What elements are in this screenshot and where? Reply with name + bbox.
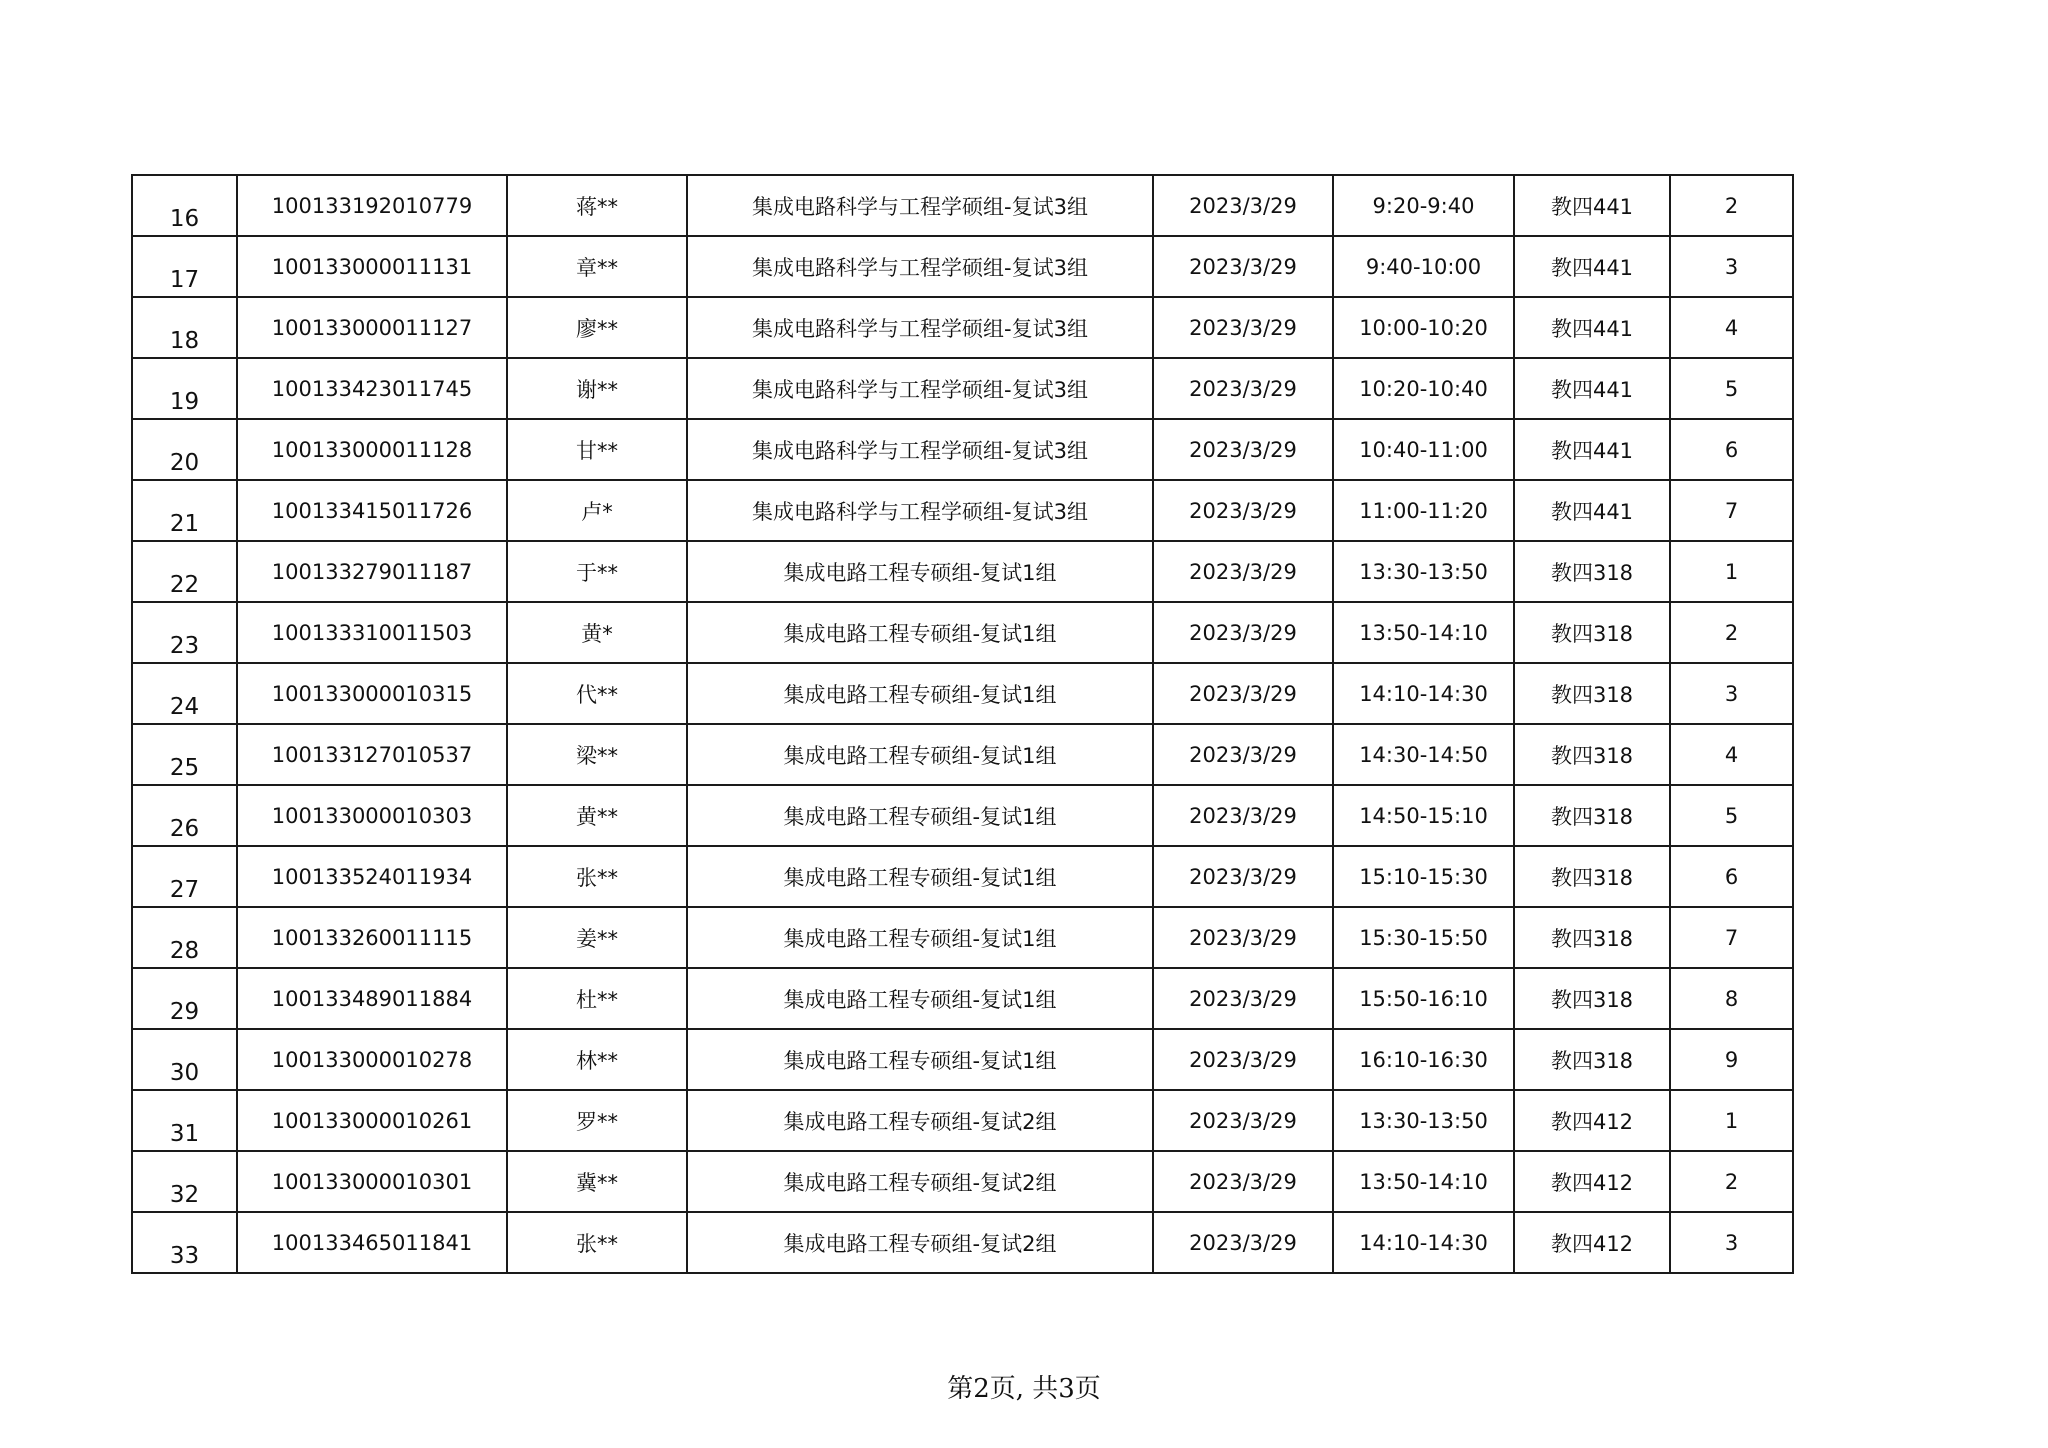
interview-group-cell: 集成电路工程专硕组-复试1组: [687, 602, 1153, 663]
interview-date-cell: 2023/3/29: [1153, 724, 1333, 785]
candidate-name-cell: 黄**: [507, 785, 687, 846]
interview-order-cell: 3: [1670, 1212, 1793, 1273]
interview-order-cell: 5: [1670, 358, 1793, 419]
interview-order-cell: 3: [1670, 236, 1793, 297]
interview-group-cell: 集成电路工程专硕组-复试2组: [687, 1151, 1153, 1212]
candidate-id-cell: 100133423011745: [237, 358, 507, 419]
interview-date-cell: 2023/3/29: [1153, 1090, 1333, 1151]
table-row: [132, 236, 1793, 297]
candidate-name-cell: 冀**: [507, 1151, 687, 1212]
interview-group-cell: 集成电路工程专硕组-复试2组: [687, 1212, 1153, 1273]
interview-date-cell: 2023/3/29: [1153, 175, 1333, 236]
table-row: [132, 480, 1793, 541]
interview-room-cell: 教四318: [1514, 724, 1670, 785]
interview-time-cell: 9:40-10:00: [1333, 236, 1514, 297]
interview-time-cell: 10:20-10:40: [1333, 358, 1514, 419]
interview-time-cell: 13:30-13:50: [1333, 1090, 1514, 1151]
interview-time-cell: 9:20-9:40: [1333, 175, 1514, 236]
interview-group-cell: 集成电路工程专硕组-复试1组: [687, 663, 1153, 724]
candidate-name-cell: 张**: [507, 846, 687, 907]
candidate-id-cell: 100133415011726: [237, 480, 507, 541]
table-row: [132, 602, 1793, 663]
candidate-id-cell: 100133000011128: [237, 419, 507, 480]
row-index-cell: 19: [132, 358, 237, 419]
interview-room-cell: 教四412: [1514, 1212, 1670, 1273]
table-row: [132, 1212, 1793, 1273]
interview-room-cell: 教四441: [1514, 297, 1670, 358]
interview-time-cell: 11:00-11:20: [1333, 480, 1514, 541]
row-index-cell: 30: [132, 1029, 237, 1090]
candidate-name-cell: 杜**: [507, 968, 687, 1029]
interview-order-cell: 1: [1670, 541, 1793, 602]
interview-date-cell: 2023/3/29: [1153, 1212, 1333, 1273]
interview-room-cell: 教四318: [1514, 602, 1670, 663]
interview-schedule-table: [131, 174, 1794, 1274]
page-footer: 第2页, 共3页: [947, 1374, 1101, 1404]
interview-time-cell: 10:00-10:20: [1333, 297, 1514, 358]
schedule-table-container: [131, 174, 1792, 1274]
candidate-id-cell: 100133279011187: [237, 541, 507, 602]
candidate-name-cell: 卢*: [507, 480, 687, 541]
interview-time-cell: 15:50-16:10: [1333, 968, 1514, 1029]
interview-time-cell: 14:50-15:10: [1333, 785, 1514, 846]
interview-group-cell: 集成电路科学与工程学硕组-复试3组: [687, 236, 1153, 297]
table-row: [132, 663, 1793, 724]
candidate-name-cell: 于**: [507, 541, 687, 602]
candidate-name-cell: 罗**: [507, 1090, 687, 1151]
row-index-cell: 24: [132, 663, 237, 724]
interview-date-cell: 2023/3/29: [1153, 480, 1333, 541]
interview-date-cell: 2023/3/29: [1153, 419, 1333, 480]
interview-group-cell: 集成电路工程专硕组-复试1组: [687, 541, 1153, 602]
interview-group-cell: 集成电路科学与工程学硕组-复试3组: [687, 358, 1153, 419]
interview-room-cell: 教四318: [1514, 1029, 1670, 1090]
interview-date-cell: 2023/3/29: [1153, 541, 1333, 602]
candidate-id-cell: 100133000010303: [237, 785, 507, 846]
interview-time-cell: 14:10-14:30: [1333, 1212, 1514, 1273]
interview-order-cell: 2: [1670, 602, 1793, 663]
row-index-cell: 25: [132, 724, 237, 785]
candidate-name-cell: 甘**: [507, 419, 687, 480]
table-row: [132, 297, 1793, 358]
interview-date-cell: 2023/3/29: [1153, 968, 1333, 1029]
interview-order-cell: 6: [1670, 419, 1793, 480]
table-row: [132, 358, 1793, 419]
table-row: [132, 907, 1793, 968]
candidate-name-cell: 章**: [507, 236, 687, 297]
row-index-cell: 33: [132, 1212, 237, 1273]
interview-time-cell: 14:10-14:30: [1333, 663, 1514, 724]
interview-room-cell: 教四441: [1514, 480, 1670, 541]
interview-group-cell: 集成电路工程专硕组-复试1组: [687, 724, 1153, 785]
table-row: [132, 1090, 1793, 1151]
interview-room-cell: 教四412: [1514, 1151, 1670, 1212]
table-row: [132, 1151, 1793, 1212]
row-index-cell: 28: [132, 907, 237, 968]
interview-room-cell: 教四318: [1514, 541, 1670, 602]
table-body: [132, 175, 1793, 1273]
interview-order-cell: 3: [1670, 663, 1793, 724]
interview-date-cell: 2023/3/29: [1153, 785, 1333, 846]
interview-room-cell: 教四318: [1514, 663, 1670, 724]
interview-group-cell: 集成电路工程专硕组-复试1组: [687, 907, 1153, 968]
candidate-name-cell: 廖**: [507, 297, 687, 358]
interview-order-cell: 7: [1670, 907, 1793, 968]
interview-order-cell: 7: [1670, 480, 1793, 541]
candidate-name-cell: 张**: [507, 1212, 687, 1273]
interview-group-cell: 集成电路工程专硕组-复试2组: [687, 1090, 1153, 1151]
interview-order-cell: 8: [1670, 968, 1793, 1029]
interview-room-cell: 教四441: [1514, 358, 1670, 419]
row-index-cell: 29: [132, 968, 237, 1029]
interview-time-cell: 13:50-14:10: [1333, 1151, 1514, 1212]
interview-group-cell: 集成电路工程专硕组-复试1组: [687, 846, 1153, 907]
candidate-name-cell: 梁**: [507, 724, 687, 785]
candidate-id-cell: 100133260011115: [237, 907, 507, 968]
row-index-cell: 26: [132, 785, 237, 846]
interview-order-cell: 6: [1670, 846, 1793, 907]
interview-date-cell: 2023/3/29: [1153, 297, 1333, 358]
candidate-id-cell: 100133465011841: [237, 1212, 507, 1273]
candidate-id-cell: 100133000011127: [237, 297, 507, 358]
interview-order-cell: 4: [1670, 724, 1793, 785]
candidate-id-cell: 100133489011884: [237, 968, 507, 1029]
interview-date-cell: 2023/3/29: [1153, 1029, 1333, 1090]
row-index-cell: 31: [132, 1090, 237, 1151]
interview-group-cell: 集成电路科学与工程学硕组-复试3组: [687, 419, 1153, 480]
candidate-name-cell: 代**: [507, 663, 687, 724]
row-index-cell: 16: [132, 175, 237, 236]
table-row: [132, 1029, 1793, 1090]
interview-order-cell: 1: [1670, 1090, 1793, 1151]
interview-time-cell: 15:30-15:50: [1333, 907, 1514, 968]
interview-room-cell: 教四441: [1514, 175, 1670, 236]
candidate-id-cell: 100133000010261: [237, 1090, 507, 1151]
table-row: [132, 724, 1793, 785]
interview-room-cell: 教四318: [1514, 785, 1670, 846]
interview-order-cell: 4: [1670, 297, 1793, 358]
candidate-id-cell: 100133000010301: [237, 1151, 507, 1212]
candidate-name-cell: 谢**: [507, 358, 687, 419]
interview-room-cell: 教四318: [1514, 968, 1670, 1029]
row-index-cell: 21: [132, 480, 237, 541]
interview-date-cell: 2023/3/29: [1153, 907, 1333, 968]
interview-room-cell: 教四441: [1514, 419, 1670, 480]
candidate-id-cell: 100133127010537: [237, 724, 507, 785]
interview-time-cell: 13:50-14:10: [1333, 602, 1514, 663]
interview-group-cell: 集成电路科学与工程学硕组-复试3组: [687, 297, 1153, 358]
interview-room-cell: 教四318: [1514, 846, 1670, 907]
interview-order-cell: 2: [1670, 175, 1793, 236]
candidate-id-cell: 100133524011934: [237, 846, 507, 907]
interview-date-cell: 2023/3/29: [1153, 846, 1333, 907]
row-index-cell: 17: [132, 236, 237, 297]
candidate-id-cell: 100133000011131: [237, 236, 507, 297]
candidate-name-cell: 蒋**: [507, 175, 687, 236]
interview-time-cell: 16:10-16:30: [1333, 1029, 1514, 1090]
row-index-cell: 27: [132, 846, 237, 907]
table-row: [132, 968, 1793, 1029]
interview-time-cell: 14:30-14:50: [1333, 724, 1514, 785]
interview-group-cell: 集成电路工程专硕组-复试1组: [687, 968, 1153, 1029]
interview-date-cell: 2023/3/29: [1153, 236, 1333, 297]
interview-time-cell: 13:30-13:50: [1333, 541, 1514, 602]
candidate-name-cell: 黄*: [507, 602, 687, 663]
table-row: [132, 419, 1793, 480]
candidate-id-cell: 100133192010779: [237, 175, 507, 236]
interview-group-cell: 集成电路工程专硕组-复试1组: [687, 1029, 1153, 1090]
interview-order-cell: 2: [1670, 1151, 1793, 1212]
interview-order-cell: 5: [1670, 785, 1793, 846]
interview-date-cell: 2023/3/29: [1153, 602, 1333, 663]
interview-group-cell: 集成电路科学与工程学硕组-复试3组: [687, 480, 1153, 541]
row-index-cell: 20: [132, 419, 237, 480]
interview-order-cell: 9: [1670, 1029, 1793, 1090]
table-row: [132, 541, 1793, 602]
candidate-name-cell: 林**: [507, 1029, 687, 1090]
row-index-cell: 18: [132, 297, 237, 358]
interview-group-cell: 集成电路科学与工程学硕组-复试3组: [687, 175, 1153, 236]
interview-room-cell: 教四441: [1514, 236, 1670, 297]
table-row: [132, 846, 1793, 907]
candidate-id-cell: 100133000010278: [237, 1029, 507, 1090]
row-index-cell: 23: [132, 602, 237, 663]
interview-room-cell: 教四412: [1514, 1090, 1670, 1151]
interview-time-cell: 15:10-15:30: [1333, 846, 1514, 907]
interview-room-cell: 教四318: [1514, 907, 1670, 968]
candidate-id-cell: 100133000010315: [237, 663, 507, 724]
interview-date-cell: 2023/3/29: [1153, 358, 1333, 419]
interview-time-cell: 10:40-11:00: [1333, 419, 1514, 480]
table-row: [132, 175, 1793, 236]
row-index-cell: 32: [132, 1151, 237, 1212]
candidate-id-cell: 100133310011503: [237, 602, 507, 663]
interview-date-cell: 2023/3/29: [1153, 663, 1333, 724]
candidate-name-cell: 姜**: [507, 907, 687, 968]
interview-date-cell: 2023/3/29: [1153, 1151, 1333, 1212]
row-index-cell: 22: [132, 541, 237, 602]
interview-group-cell: 集成电路工程专硕组-复试1组: [687, 785, 1153, 846]
table-row: [132, 785, 1793, 846]
